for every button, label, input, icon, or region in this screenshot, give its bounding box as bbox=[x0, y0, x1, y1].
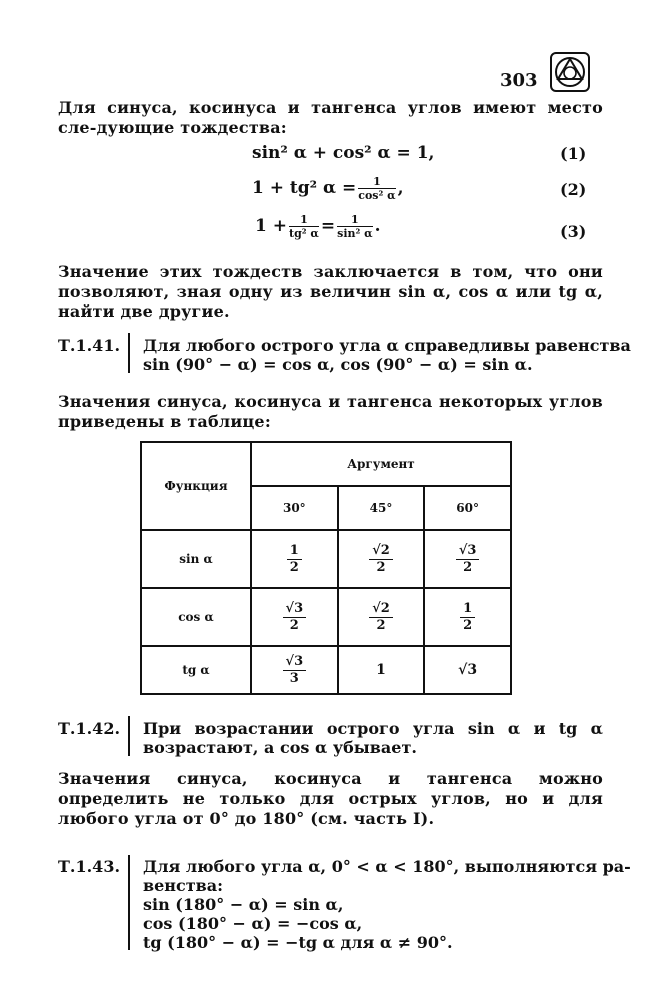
table-cell bbox=[338, 530, 425, 588]
table-header-row bbox=[141, 442, 511, 486]
fraction-denominator: sin² α bbox=[337, 227, 373, 240]
value-fraction bbox=[369, 602, 393, 632]
value-fraction bbox=[369, 544, 393, 574]
fraction-numerator: √2 bbox=[369, 602, 393, 618]
value-fraction bbox=[460, 602, 475, 632]
any-angle-paragraph: Значения синуса, косинуса и тангенса можно определить не только для острых углов, но и для любого угла от 0° до 180° (см. часть I). bbox=[58, 769, 603, 828]
identity-3 bbox=[255, 214, 381, 239]
circle-triangle-logo-icon bbox=[550, 52, 590, 92]
table-cell: 1 bbox=[338, 646, 425, 694]
equation-number-2: (2) bbox=[560, 180, 587, 199]
angle-header: 30° bbox=[251, 486, 338, 530]
theorem-2-label: Т.1.42. bbox=[58, 719, 121, 738]
fraction-numerator: √3 bbox=[456, 544, 480, 560]
fraction-numerator: 1 bbox=[337, 214, 372, 227]
identity-3-fraction-2 bbox=[337, 214, 372, 239]
function-name: sin α bbox=[141, 530, 251, 588]
theorem-1-line: sin (90° − α) = cos α, cos (90° − α) = sin α. bbox=[143, 355, 533, 374]
fraction-denominator: cos² α bbox=[358, 189, 396, 202]
table-row bbox=[141, 530, 511, 588]
fraction-denominator: 2 bbox=[289, 559, 299, 575]
identity-2-lhs: 1 + tg² α = bbox=[252, 178, 357, 198]
identities-meaning-paragraph: Значение этих тождеств заключается в том, что они позволяют, зная одну из величин sin α, cos α или tg α, найти две другие. bbox=[58, 262, 603, 321]
function-name: cos α bbox=[141, 588, 251, 646]
fraction-denominator: 2 bbox=[463, 559, 473, 575]
table-row bbox=[141, 646, 511, 694]
theorem-3-label: Т.1.43. bbox=[58, 857, 121, 876]
theorem-2-bar bbox=[128, 716, 130, 756]
fraction-denominator: 2 bbox=[289, 617, 299, 633]
equation-number-1: (1) bbox=[560, 144, 587, 163]
fraction-numerator: √3 bbox=[283, 602, 307, 618]
table-cell bbox=[424, 530, 511, 588]
theorem-1-text bbox=[143, 336, 631, 374]
fraction-denominator: tg² α bbox=[289, 227, 319, 240]
page-number: 303 bbox=[500, 70, 538, 91]
identity-3-lhs: 1 + bbox=[255, 216, 287, 236]
fraction-denominator: 2 bbox=[376, 559, 386, 575]
theorem-2-text: При возрастании острого угла sin α и tg α возрастают, а cos α убывает. bbox=[143, 719, 603, 757]
fraction-numerator: 1 bbox=[358, 176, 395, 189]
table-cell bbox=[251, 646, 338, 694]
theorem-3-bar bbox=[128, 855, 130, 950]
identity-3-fraction-1 bbox=[289, 214, 319, 239]
fraction-numerator: 1 bbox=[287, 544, 302, 560]
value-fraction bbox=[283, 655, 307, 685]
fraction-numerator: √2 bbox=[369, 544, 393, 560]
theorem-1-bar bbox=[128, 333, 130, 373]
theorem-1-label: Т.1.41. bbox=[58, 336, 121, 355]
argument-header: Аргумент bbox=[251, 442, 511, 486]
theorem-3-line: sin (180° − α) = sin α, bbox=[143, 895, 344, 914]
identity-2-fraction bbox=[358, 176, 395, 201]
fraction-numerator: √3 bbox=[283, 655, 307, 671]
table-cell bbox=[251, 588, 338, 646]
trig-values-table bbox=[140, 441, 512, 695]
function-name: tg α bbox=[141, 646, 251, 694]
fraction-denominator: 3 bbox=[289, 670, 299, 686]
value-fraction bbox=[283, 602, 307, 632]
theorem-3-line: Для любого угла α, 0° < α < 180°, выполняются ра- bbox=[143, 857, 631, 876]
identity-3-equals: = bbox=[320, 216, 336, 236]
identity-2-tail: , bbox=[397, 178, 404, 198]
theorem-3-line: cos (180° − α) = −cos α, bbox=[143, 914, 363, 933]
identity-1: sin² α + cos² α = 1, bbox=[252, 143, 435, 163]
table-row bbox=[141, 588, 511, 646]
value-fraction bbox=[287, 544, 302, 574]
table-cell bbox=[338, 588, 425, 646]
table-intro-paragraph: Значения синуса, косинуса и тангенса некоторых углов приведены в таблице: bbox=[58, 392, 603, 431]
angle-header: 60° bbox=[424, 486, 511, 530]
theorem-3-line: венства: bbox=[143, 876, 224, 895]
function-header: Функция bbox=[141, 442, 251, 530]
table-cell bbox=[424, 588, 511, 646]
theorem-1-line: Для любого острого угла α справедливы равенства bbox=[143, 336, 631, 355]
fraction-denominator: 2 bbox=[463, 617, 473, 633]
angle-header: 45° bbox=[338, 486, 425, 530]
value-fraction bbox=[456, 544, 480, 574]
fraction-numerator: 1 bbox=[289, 214, 319, 227]
theorem-3-line: tg (180° − α) = −tg α для α ≠ 90°. bbox=[143, 933, 453, 952]
table-cell bbox=[251, 530, 338, 588]
intro-paragraph: Для синуса, косинуса и тангенса углов имеют место сле-дующие тождества: bbox=[58, 98, 603, 137]
theorem-3-text bbox=[143, 857, 631, 952]
identity-3-tail: . bbox=[374, 216, 381, 236]
fraction-numerator: 1 bbox=[460, 602, 475, 618]
table-cell: √3 bbox=[424, 646, 511, 694]
equation-number-3: (3) bbox=[560, 222, 587, 241]
fraction-denominator: 2 bbox=[376, 617, 386, 633]
identity-2 bbox=[252, 176, 404, 201]
